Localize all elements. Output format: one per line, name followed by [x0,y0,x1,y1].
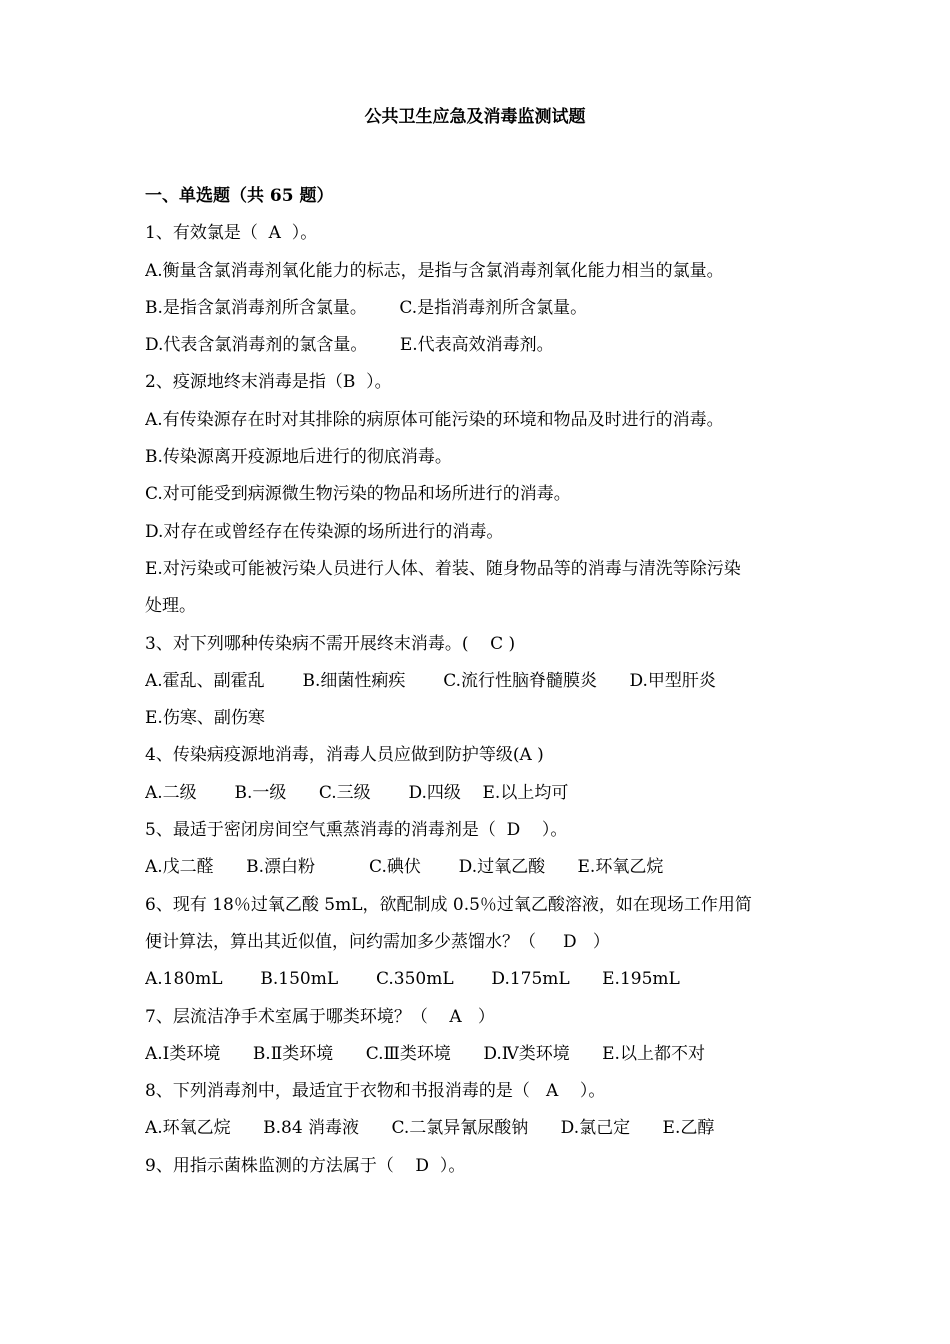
question-2-option-a: A.有传染源存在时对其排除的病原体可能污染的环境和物品及时进行的消毒。 [145,409,724,430]
question-2-option-e-cont: 处理。 [145,596,196,617]
question-4-stem: 4、传染病疫源地消毒，消毒人员应做到防护等级(A ) [145,745,544,766]
question-2-stem: 2、疫源地终末消毒是指（B ）。 [145,372,392,393]
question-4-options: A.二级 B.一级 C.三级 D.四级 E.以上均可 [145,782,569,803]
document-body [145,178,815,1185]
document-title: 公共卫生应急及消毒监测试题 [364,107,586,127]
question-3-option-e: E.伤寒、副伤寒 [145,708,265,729]
question-2-option-e: E.对污染或可能被污染人员进行人体、着装、随身物品等的消毒与清洗等除污染 [145,558,741,579]
question-1-options-bc: B.是指含氯消毒剂所含氯量。 C.是指消毒剂所含氯量。 [145,297,588,318]
question-1-stem: 1、有效氯是（ A ）。 [145,223,318,244]
question-2-option-c: C.对可能受到病源微生物污染的物品和场所进行的消毒。 [145,484,571,505]
question-6-options: A.180mL B.150mL C.350mL D.175mL E.195mL [145,969,680,990]
section-heading: 一、单选题（共 65 题） [145,186,334,206]
question-1-options-de: D.代表含氯消毒剂的氯含量。 E.代表高效消毒剂。 [145,335,554,356]
question-6-stem: 6、现有 18％过氧乙酸 5mL，欲配制成 0.5％过氧乙酸溶液，如在现场工作用简 [145,894,752,915]
question-9-stem: 9、用指示菌株监测的方法属于（ D ）。 [145,1155,466,1176]
question-2-option-b: B.传染源离开疫源地后进行的彻底消毒。 [145,447,452,468]
question-7-stem: 7、层流洁净手术室属于哪类环境？（ A ） [145,1006,495,1027]
question-8-options: A.环氧乙烷 B.84 消毒液 C.二氯异氰尿酸钠 D.氯己定 E.乙醇 [145,1118,715,1139]
question-3-options-ad: A.霍乱、副霍乱 B.细菌性痢疾 C.流行性脑脊髓膜炎 D.甲型肝炎 [145,670,716,691]
question-8-stem: 8、下列消毒剂中，最适宜于衣物和书报消毒的是（ A ）。 [145,1081,606,1102]
question-5-stem: 5、最适于密闭房间空气熏蒸消毒的消毒剂是（ D ）。 [145,820,568,841]
question-3-stem: 3、对下列哪种传染病不需开展终末消毒。( C ) [145,633,516,654]
question-5-options: A.戊二醛 B.漂白粉 C.碘伏 D.过氧乙酸 E.环氧乙烷 [145,857,664,878]
question-1-option-a: A.衡量含氯消毒剂氧化能力的标志，是指与含氯消毒剂氧化能力相当的氯量。 [145,260,724,281]
question-6-stem-cont: 便计算法，算出其近似值，问约需加多少蒸馏水？（ D ） [145,931,610,952]
question-2-option-d: D.对存在或曾经存在传染源的场所进行的消毒。 [145,521,504,542]
question-7-options: A.Ⅰ类环境 B.Ⅱ类环境 C.Ⅲ类环境 D.Ⅳ类环境 E.以上都不对 [145,1043,705,1064]
